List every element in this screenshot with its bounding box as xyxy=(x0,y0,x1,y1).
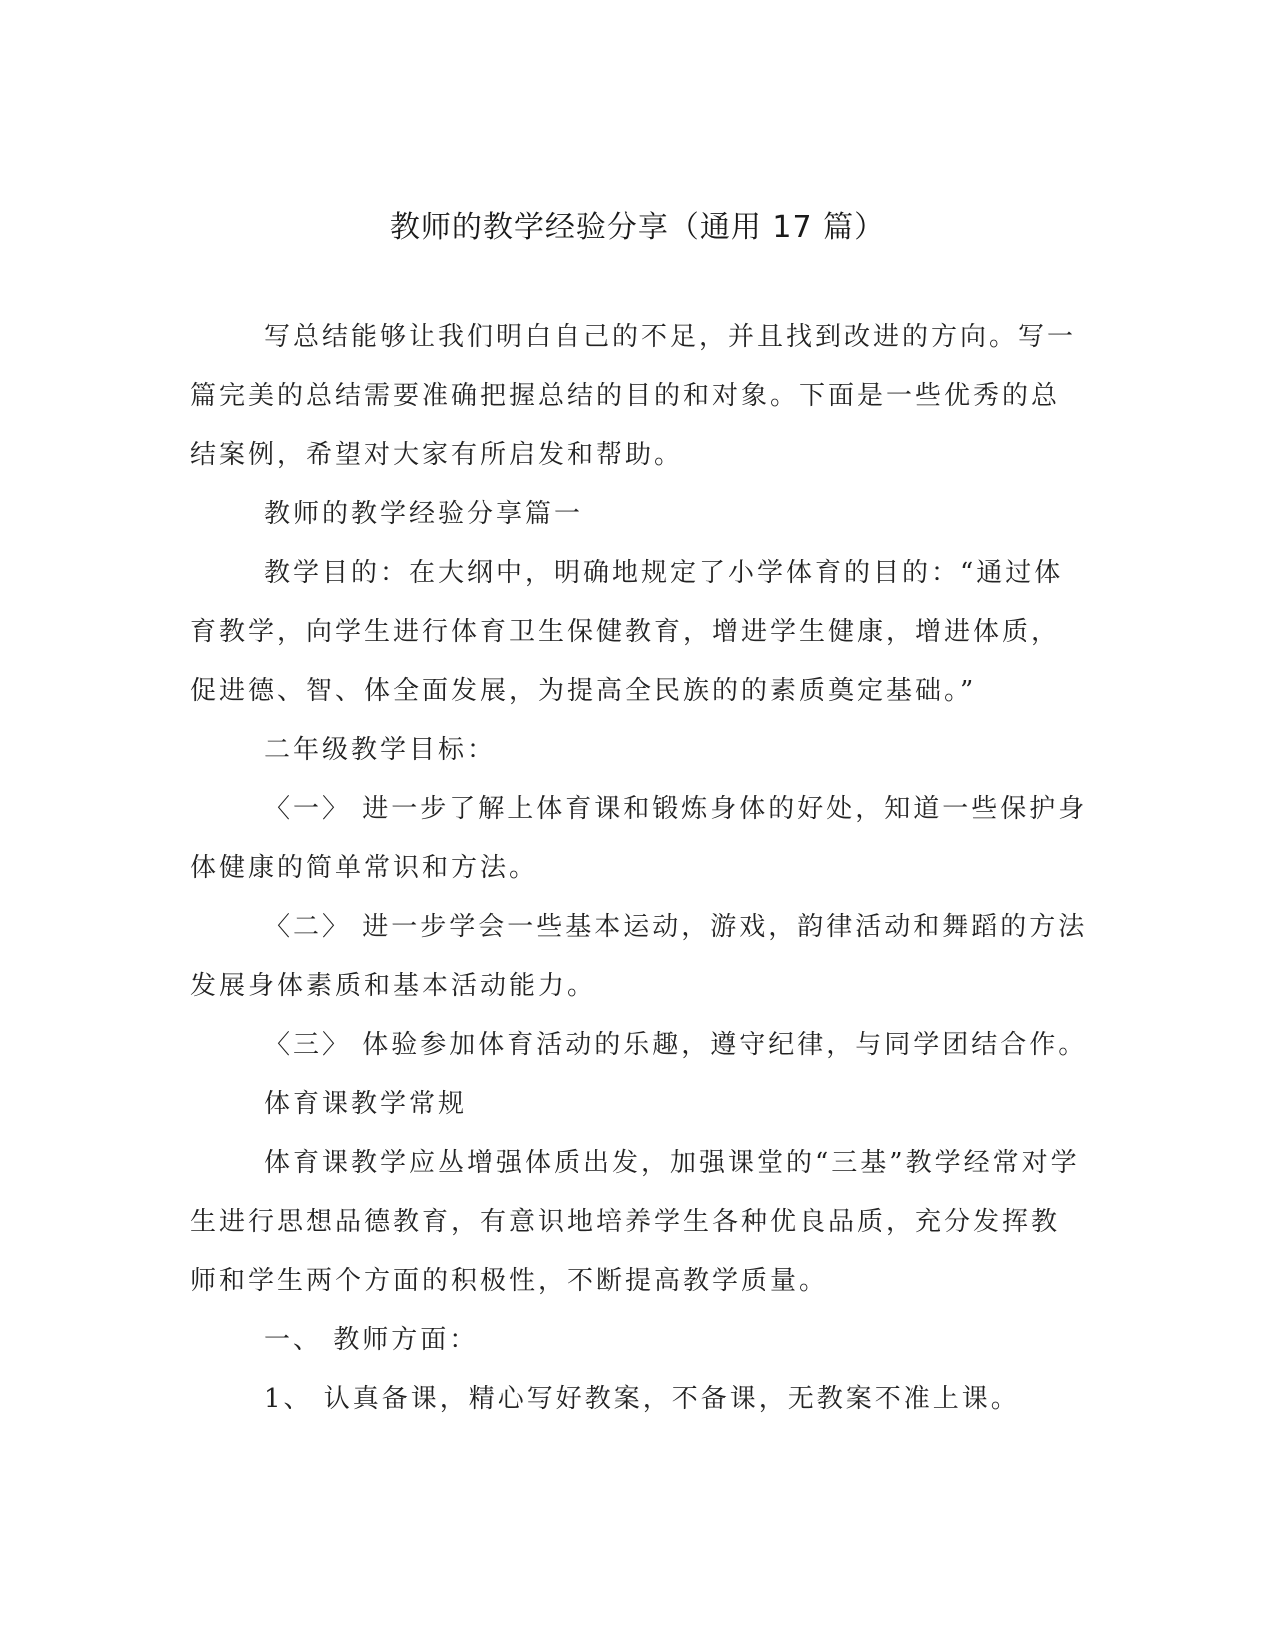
paragraph-line: 写总结能够让我们明白自己的不足，并且找到改进的方向。写一 xyxy=(264,322,1077,352)
list-item-line: 体健康的简单常识和方法。 xyxy=(190,853,539,883)
section-heading: 体育课教学常规 xyxy=(264,1089,468,1119)
paragraph-line: 教学目的：在大纲中，明确地规定了小学体育的目的：“通过体 xyxy=(264,558,1064,588)
section-heading: 二年级教学目标： xyxy=(264,735,497,765)
list-item-line: 发展身体素质和基本活动能力。 xyxy=(190,971,597,1001)
list-item-line: 〈一〉 进一步了解上体育课和锻炼身体的好处，知道一些保护身 xyxy=(264,794,1088,824)
section-heading: 一、 教师方面： xyxy=(264,1325,479,1355)
list-item-line: 〈二〉 进一步学会一些基本运动，游戏，韵律活动和舞蹈的方法 xyxy=(264,912,1088,942)
list-item-line: 〈三〉 体验参加体育活动的乐趣，遵守纪律，与同学团结合作。 xyxy=(264,1030,1088,1060)
paragraph-line: 师和学生两个方面的积极性，不断提高教学质量。 xyxy=(190,1266,829,1296)
document-title: 教师的教学经验分享（通用 17 篇） xyxy=(389,210,886,245)
paragraph-line: 育教学，向学生进行体育卫生保健教育，增进学生健康，增进体质， xyxy=(190,617,1061,647)
paragraph-line: 结案例，希望对大家有所启发和帮助。 xyxy=(190,440,684,470)
list-item-line: 1、 认真备课，精心写好教案，不备课，无教案不准上课。 xyxy=(264,1384,1020,1414)
section-heading: 教师的教学经验分享篇一 xyxy=(264,499,584,529)
paragraph-line: 生进行思想品德教育，有意识地培养学生各种优良品质，充分发挥教 xyxy=(190,1207,1061,1237)
paragraph-line: 篇完美的总结需要准确把握总结的目的和对象。下面是一些优秀的总 xyxy=(190,381,1061,411)
paragraph-line: 促进德、智、体全面发展，为提高全民族的的素质奠定基础。” xyxy=(190,676,977,706)
paragraph-line: 体育课教学应丛增强体质出发，加强课堂的“三基”教学经常对学 xyxy=(264,1148,1080,1178)
